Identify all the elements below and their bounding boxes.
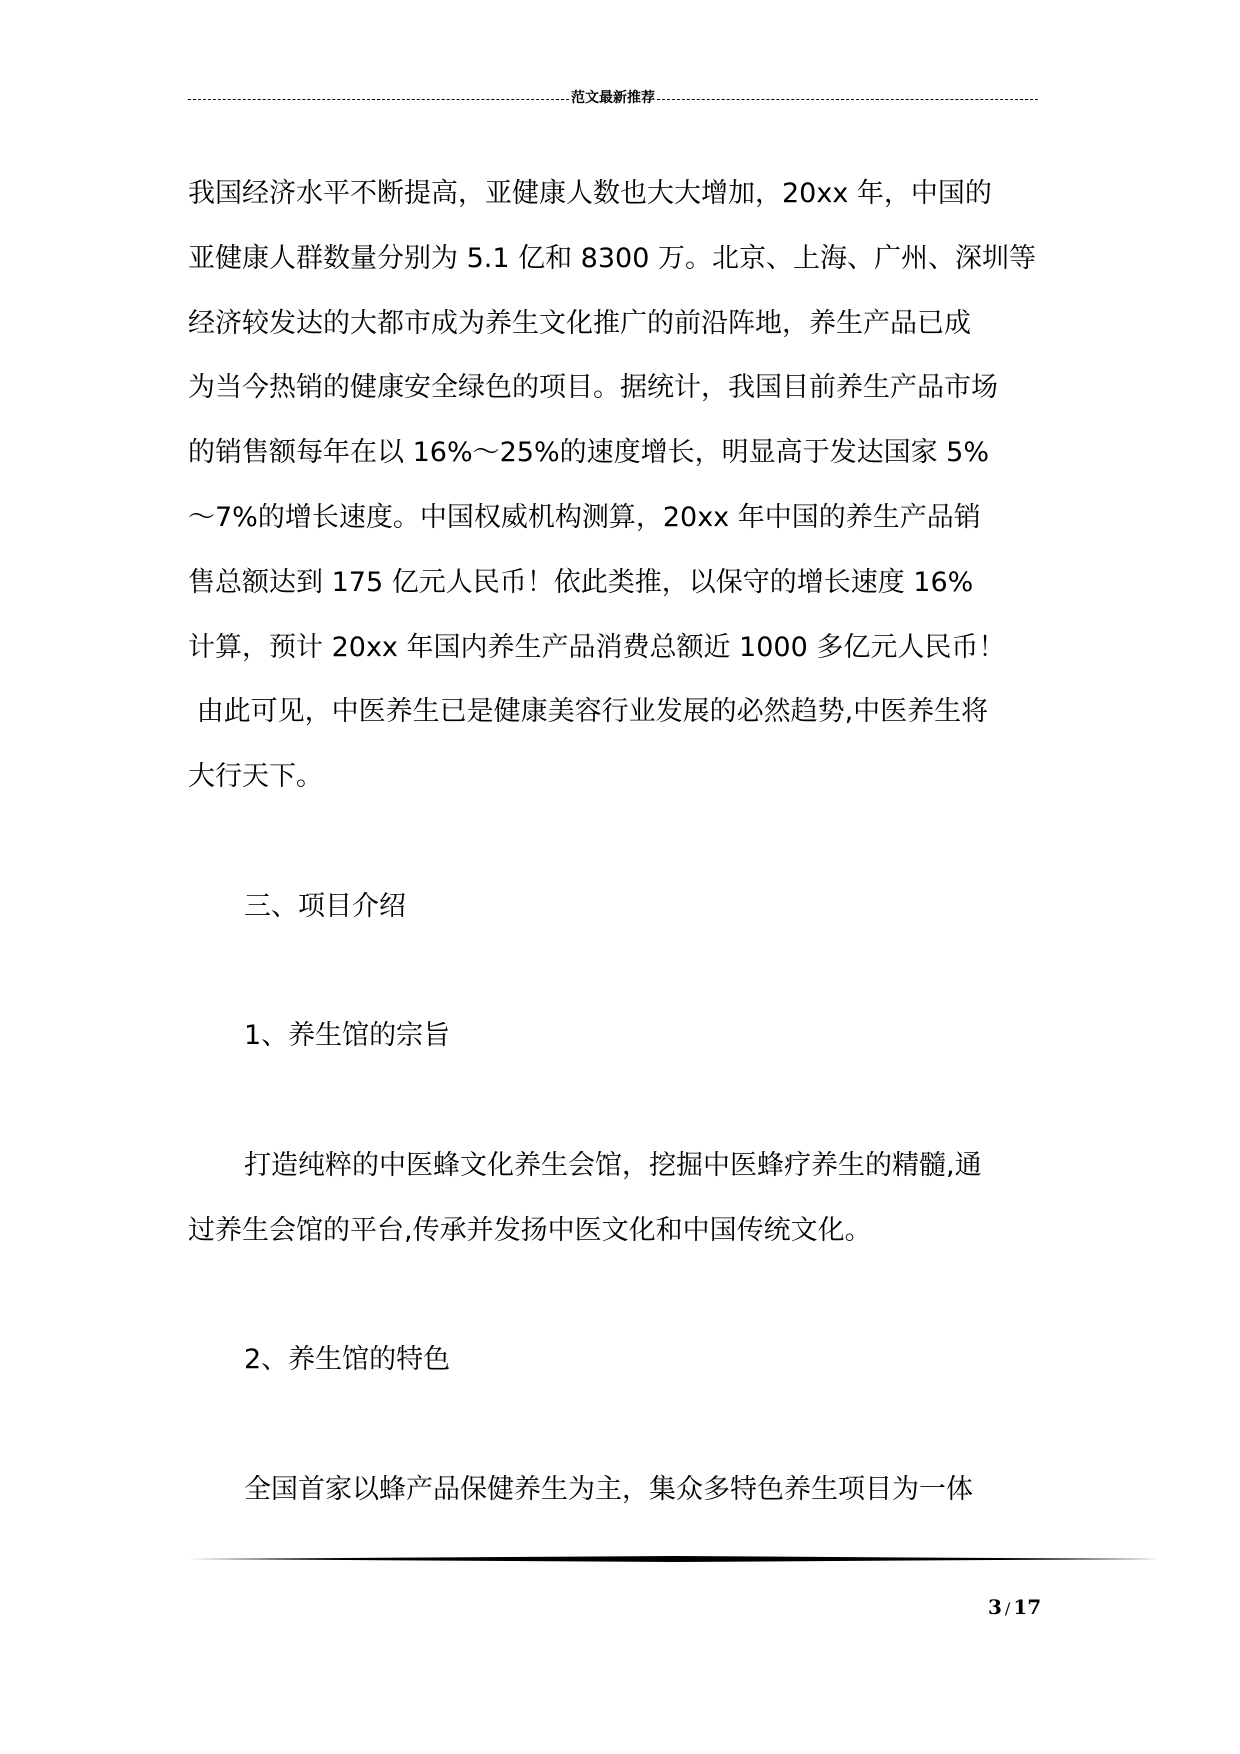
header-label: 范文最新推荐 — [571, 90, 655, 106]
page-header — [188, 90, 1038, 106]
paragraph-line: 由此可见，中医养生已是健康美容行业发展的必然趋势,中医养生将 — [188, 696, 989, 728]
paragraph-line: 我国经济水平不断提高，亚健康人数也大大增加，20xx 年，中国的 — [188, 178, 992, 209]
spacer — [188, 1264, 1088, 1329]
paragraph-line: 打造纯粹的中医蜂文化养生会馆，挖掘中医蜂疗养生的精髓,通 — [244, 1149, 982, 1181]
section-heading: 三、项目介绍 — [244, 890, 406, 922]
paragraph-line: 过养生会馆的平台,传承并发扬中医文化和中国传统文化。 — [188, 1214, 872, 1246]
paragraph-line: 为当今热销的健康安全绿色的项目。据统计，我国目前养生产品市场 — [188, 372, 998, 404]
document-body — [188, 162, 1088, 1523]
paragraph-line: ～7%的增长速度。中国权威机构测算，20xx 年中国的养生产品销 — [188, 501, 981, 533]
paragraph-line: 的销售额每年在以 16%～25%的速度增长，明显高于发达国家 5% — [188, 437, 990, 469]
current-page-number: 3 — [988, 1595, 1002, 1619]
spacer — [188, 940, 1088, 1005]
paragraph-line: 全国首家以蜂产品保健养生为主，集众多特色养生项目为一体 — [244, 1473, 973, 1505]
total-page-count: 17 — [1013, 1595, 1042, 1619]
header-dash-left — [188, 90, 569, 106]
spacer — [188, 1393, 1088, 1458]
paragraph-line: 计算，预计 20xx 年国内养生产品消费总额近 1000 多亿元人民币！ — [188, 631, 1006, 663]
subsection-heading: 2、养生馆的特色 — [244, 1344, 451, 1376]
footer-rule — [188, 1556, 1158, 1562]
page-number — [988, 1595, 1041, 1619]
spacer — [188, 810, 1088, 875]
page-number-separator: / — [1004, 1599, 1011, 1618]
paragraph-line: 售总额达到 175 亿元人民币！依此类推，以保守的增长速度 16% — [188, 566, 974, 598]
paragraph-line: 大行天下。 — [188, 761, 323, 793]
spacer — [188, 1069, 1088, 1134]
header-dash-right — [657, 90, 1038, 106]
subsection-heading: 1、养生馆的宗旨 — [244, 1020, 451, 1052]
paragraph-line: 亚健康人群数量分别为 5.1 亿和 8300 万。北京、上海、广州、深圳等 — [188, 242, 1036, 274]
paragraph-line: 经济较发达的大都市成为养生文化推广的前沿阵地，养生产品已成 — [188, 307, 971, 339]
